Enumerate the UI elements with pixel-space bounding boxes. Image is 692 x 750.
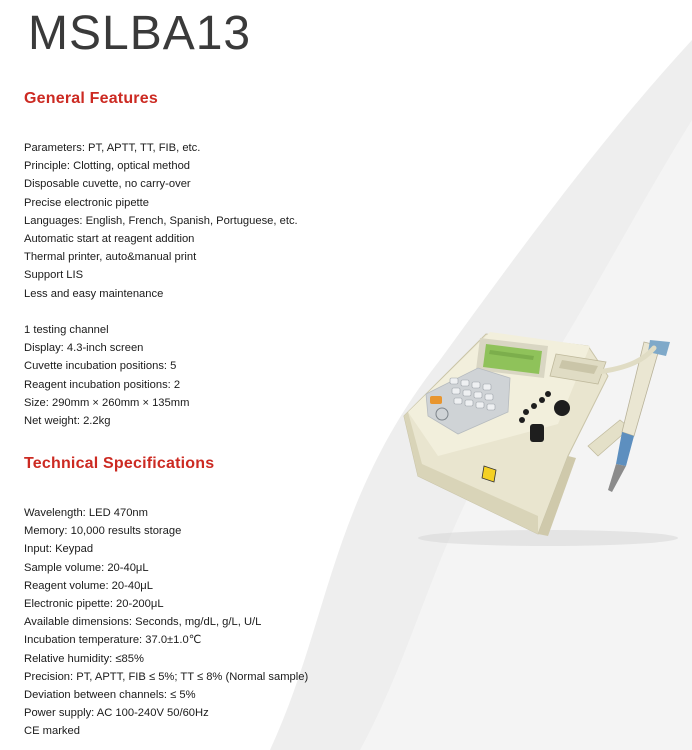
spec-item: Size: 290mm × 260mm × 135mm	[24, 396, 190, 409]
feature-item: Automatic start at reagent addition	[24, 233, 195, 246]
tech-spec-item: Relative humidity: ≤85%	[24, 652, 144, 665]
tech-spec-item: Memory: 10,000 results storage	[24, 525, 182, 538]
spec-item: Net weight: 2.2kg	[24, 415, 111, 428]
general-features-list	[24, 139, 298, 303]
tech-spec-item: Reagent volume: 20-40μL	[24, 579, 153, 592]
tech-spec-item: Power supply: AC 100-240V 50/60Hz	[24, 707, 209, 720]
feature-item: Less and easy maintenance	[24, 287, 164, 300]
feature-item: Support LIS	[24, 269, 84, 282]
tech-spec-item: Precision: PT, APTT, FIB ≤ 5%; TT ≤ 8% (Normal sample)	[24, 670, 309, 683]
tech-spec-item: Incubation temperature: 37.0±1.0℃	[24, 634, 202, 647]
general-specs-list	[24, 321, 189, 430]
tech-spec-item: Input: Keypad	[24, 543, 94, 556]
model-title: MSLBA13	[28, 7, 252, 60]
feature-item: Disposable cuvette, no carry-over	[24, 178, 191, 191]
spec-item: Reagent incubation positions: 2	[24, 378, 181, 391]
tech-spec-item: CE marked	[24, 725, 80, 738]
technical-specifications-heading: Technical Specifications	[24, 455, 215, 472]
general-features-heading: General Features	[24, 90, 158, 107]
spec-item: Cuvette incubation positions: 5	[24, 360, 177, 373]
tech-spec-item: Wavelength: LED 470nm	[24, 507, 148, 519]
feature-item: Parameters: PT, APTT, TT, FIB, etc.	[24, 142, 201, 154]
tech-spec-item: Electronic pipette: 20-200μL	[24, 598, 164, 611]
spec-item: 1 testing channel	[24, 324, 109, 336]
feature-item: Thermal printer, auto&manual print	[24, 251, 197, 264]
feature-item: Precise electronic pipette	[24, 196, 149, 209]
tech-spec-item: Available dimensions: Seconds, mg/dL, g/L, U/L	[24, 616, 262, 629]
feature-item: Languages: English, French, Spanish, Portuguese, etc.	[24, 214, 298, 227]
coagulation-analyzer-image	[398, 316, 688, 550]
feature-item: Principle: Clotting, optical method	[24, 160, 191, 173]
tech-spec-item: Deviation between channels: ≤ 5%	[24, 689, 196, 702]
technical-specifications-list	[24, 504, 308, 741]
spec-item: Display: 4.3-inch screen	[24, 342, 144, 355]
tech-spec-item: Sample volume: 20-40μL	[24, 561, 149, 574]
